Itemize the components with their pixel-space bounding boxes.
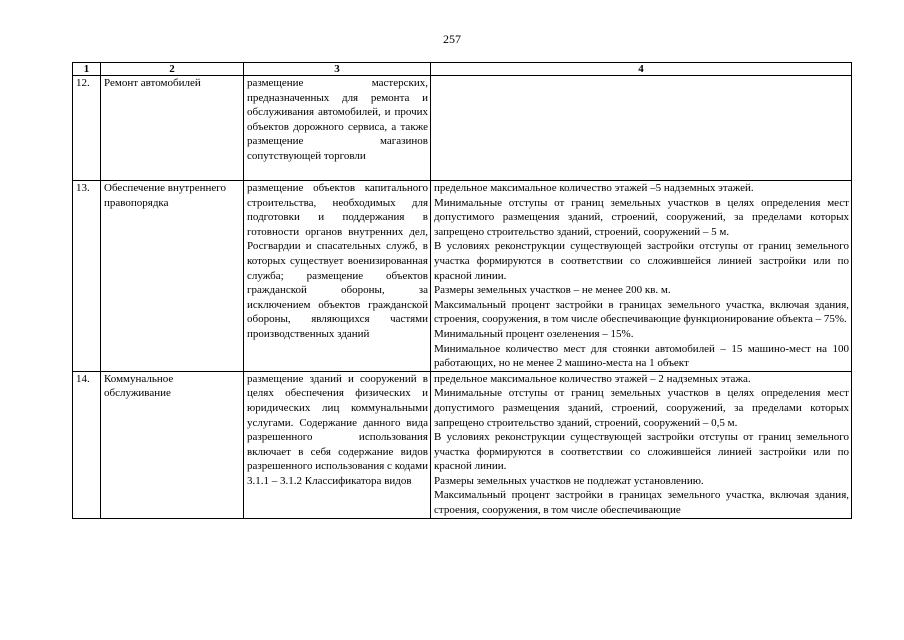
parameter-line: Максимальный процент застройки в границах земельного участка, включая здания, строения, сооружения, в том числе обеспечивающие функционирование объекта – 75%.: [434, 298, 849, 326]
row-name: Обеспечение внутреннего правопорядка: [101, 181, 244, 372]
parameter-line: предельное максимальное количество этажей –5 надземных этажей.: [434, 182, 754, 194]
parameter-line: В условиях реконструкции существующей застройки отступы от границ земельного участка формируются в соответствии со сложившейся линией застройки или по красной линии.: [434, 240, 849, 282]
row-parameters: [431, 181, 852, 372]
land-use-table: [72, 62, 852, 519]
table-row: [73, 181, 852, 372]
parameter-line: В условиях реконструкции существующей застройки отступы от границ земельного участка формируются в соответствии со сложившейся линией застройки или по красной линии.: [434, 431, 849, 473]
row-parameters: [431, 76, 852, 181]
parameter-line: предельное максимальное количество этажей – 2 надземных этажа.: [434, 372, 751, 385]
parameter-line: Минимальный процент озеленения – 15%.: [434, 327, 634, 340]
row-parameters: [431, 371, 852, 518]
parameter-line: Размеры земельных участков – не менее 200 кв. м.: [434, 284, 671, 297]
row-name: Ремонт автомобилей: [101, 76, 244, 181]
row-number: 12.: [73, 76, 101, 181]
parameter-line: Минимальные отступы от границ земельных участков в целях определения мест допустимого размещения зданий, строений, сооружений, за пределами которых запрещено строительство зданий, строений, сооружений – 0,5 м.: [434, 387, 849, 429]
row-description: размещение мастерских, предназначенных для ремонта и обслуживания автомобилей, и прочих объектов дорожного сервиса, а также размещение магазинов сопутствующей торговли: [244, 76, 431, 181]
row-description: размещение объектов капитального строительства, необходимых для подготовки и поддержания в готовности органов внутренних дел, Росгвардии и спасательных служб, в которых существует военизированная служба; размещение объектов гражданской обороны, за исключением объектов гражданской обороны, являющихся частями производственных зданий: [244, 181, 431, 372]
parameter-line: Минимальные отступы от границ земельных участков в целях определения мест допустимого размещения зданий, строений, сооружений, за пределами которых запрещено строительство зданий, строений, сооружений – 5 м.: [434, 196, 849, 238]
parameter-line: Размеры земельных участков не подлежат установлению.: [434, 474, 704, 487]
table-header-row: [73, 63, 852, 76]
table-row: [73, 76, 852, 181]
row-number: 13.: [73, 181, 101, 372]
column-header-1: 1: [73, 63, 101, 76]
parameter-line: Максимальный процент застройки в границах земельного участка, включая здания, строения, сооружения, в том числе обеспечивающие: [434, 489, 849, 517]
row-description: размещение зданий и сооружений в целях обеспечения физических и юридических лиц коммунальными услугами. Содержание данного вида разрешенного использования включает в себя содержание видов разрешенного использования с кодами 3.1.1 – 3.1.2 Классификатора видов: [244, 371, 431, 518]
page-number: 257: [443, 32, 461, 46]
column-header-3: 3: [244, 63, 431, 76]
row-name: Коммунальное обслуживание: [101, 371, 244, 518]
row-number: 14.: [73, 371, 101, 518]
table-row: [73, 371, 852, 518]
parameter-line: Минимальное количество мест для стоянки автомобилей – 15 машино-мест на 100 работающих, но не менее 2 машино-места на 1 объект: [434, 342, 849, 370]
column-header-2: 2: [101, 63, 244, 76]
column-header-4: 4: [431, 63, 852, 76]
